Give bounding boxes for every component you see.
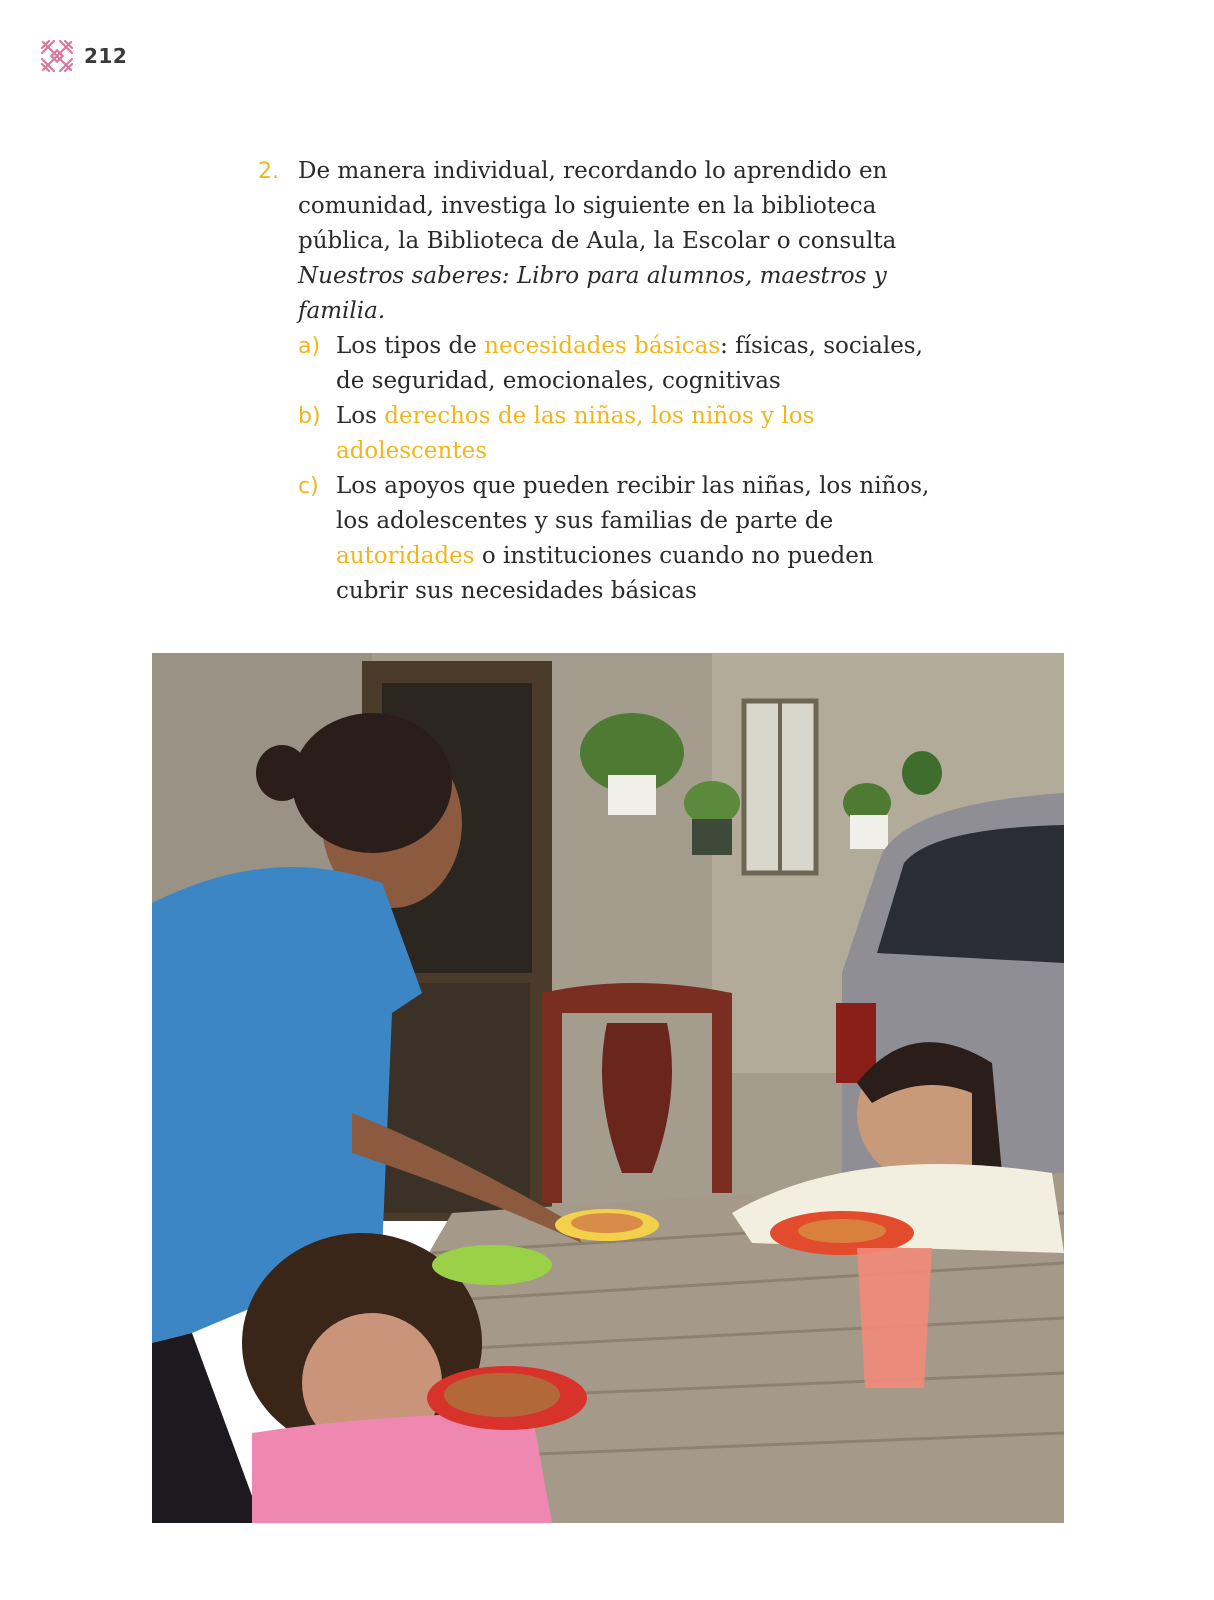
research-item-a bbox=[298, 329, 938, 399]
photo-plate bbox=[432, 1245, 552, 1285]
book-title: Nuestros saberes: Libro para alumnos, maestros y familia. bbox=[298, 263, 887, 324]
item-text bbox=[336, 469, 938, 609]
research-item-c bbox=[298, 469, 938, 609]
highlighted-term: derechos de las niñas, los niños y los adolescentes bbox=[336, 403, 815, 464]
research-item-b bbox=[298, 399, 938, 469]
highlighted-term: autoridades bbox=[336, 543, 475, 569]
step-intro: De manera individual, recordando lo aprendido en comunidad, investiga lo siguiente en la biblioteca pública, la Biblioteca de Aula, la Escolar o consulta bbox=[298, 158, 897, 254]
item-letter: b) bbox=[298, 404, 321, 429]
item-letter: c) bbox=[298, 474, 319, 499]
page-header bbox=[40, 38, 127, 74]
step-number: 2. bbox=[258, 159, 279, 184]
item-text-before: Los apoyos que pueden recibir las niñas, los niños, los adolescentes y sus familias de parte de bbox=[336, 473, 930, 534]
activity-block bbox=[258, 154, 938, 609]
woven-star-icon bbox=[40, 39, 74, 73]
item-text-after: : físicas, sociales, de seguridad, emocionales, cognitivas bbox=[336, 333, 923, 394]
item-text bbox=[336, 399, 938, 469]
item-text-after: o instituciones cuando no pueden cubrir sus necesidades básicas bbox=[336, 543, 874, 604]
activity-step bbox=[258, 154, 938, 329]
step-body bbox=[298, 154, 938, 329]
highlighted-term: necesidades básicas bbox=[484, 333, 721, 359]
page-number: 212 bbox=[84, 44, 128, 68]
item-text bbox=[336, 329, 938, 399]
research-items bbox=[298, 329, 938, 609]
item-letter: a) bbox=[298, 334, 321, 359]
family-meal-photo bbox=[152, 653, 1064, 1523]
photo-cup bbox=[857, 1248, 932, 1388]
item-text-before: Los tipos de bbox=[336, 333, 485, 359]
item-text-before: Los bbox=[336, 403, 385, 429]
